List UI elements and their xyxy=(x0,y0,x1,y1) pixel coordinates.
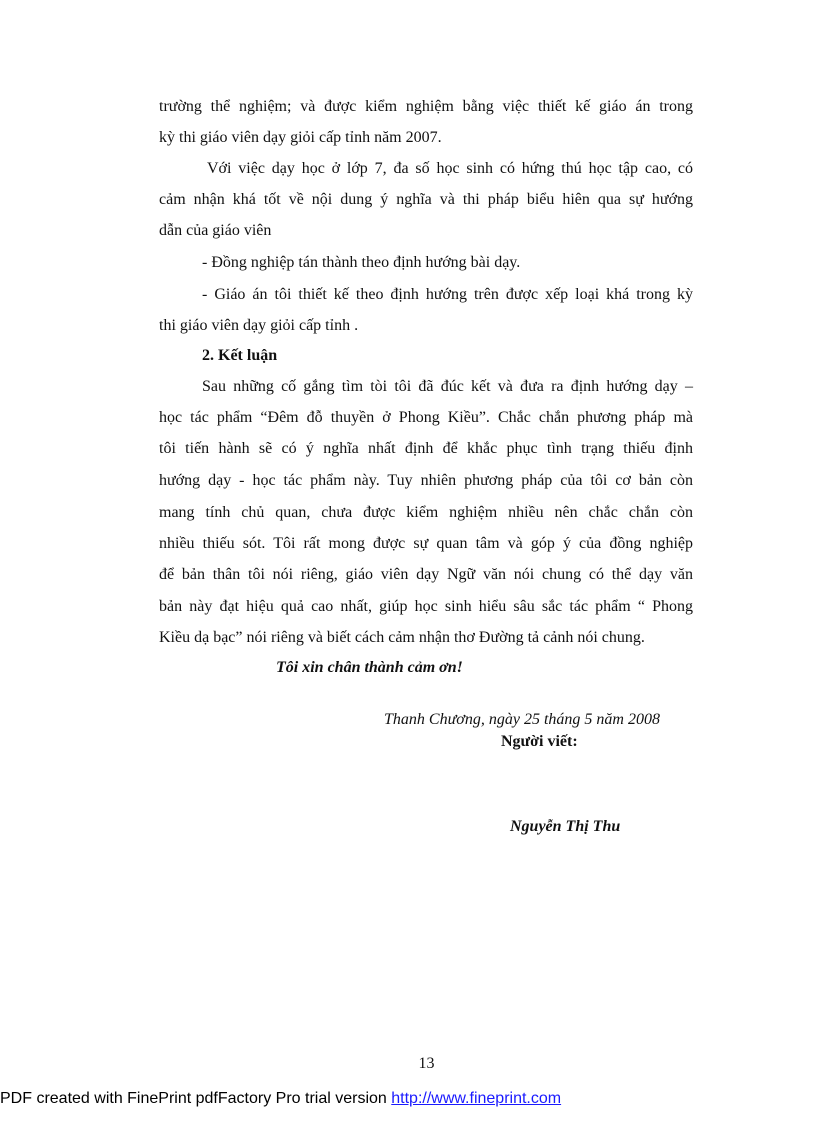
text-line: trường thể nghiệm; và được kiểm nghiệm bằng việc thiết kế giáo án trong xyxy=(159,98,693,115)
text-line: - Đồng nghiệp tán thành theo định hướng bài dạy. xyxy=(202,254,521,271)
closing-thanks: Tôi xin chân thành cảm ơn! xyxy=(276,659,463,676)
writer-label: Người viết: xyxy=(501,733,578,750)
page-number: 13 xyxy=(418,1055,435,1072)
text-line: hướng dạy - học tác phẩm này. Tuy nhiên phương pháp của tôi cơ bản còn xyxy=(159,472,693,489)
text-line: cảm nhận khá tốt về nội dung ý nghĩa và thi pháp biểu hiên qua sự hướng xyxy=(159,191,693,208)
text-line: mang tính chủ quan, chưa được kiểm nghiệm nhiều nên chắc chắn còn xyxy=(159,504,693,521)
text-line: Sau những cố gắng tìm tòi tôi đã đúc kết và đưa ra định hướng dạy – xyxy=(202,378,693,395)
text-line: - Giáo án tôi thiết kế theo định hướng trên được xếp loại khá trong kỳ xyxy=(202,286,693,303)
text-line: dẫn của giáo viên xyxy=(159,222,272,239)
text-line: tôi tiến hành sẽ có ý nghĩa nhất định để khắc phục tình trạng thiếu định xyxy=(159,440,693,457)
text-line: học tác phẩm “Đêm đỗ thuyền ở Phong Kiều”. Chắc chắn phương pháp mà xyxy=(159,409,693,426)
signer-name: Nguyễn Thị Thu xyxy=(510,818,621,835)
pdf-footer xyxy=(0,1090,561,1108)
text-line: Với việc dạy học ở lớp 7, đa số học sinh có hứng thú học tập cao, có xyxy=(207,160,693,177)
text-line: để bản thân tôi nói riêng, giáo viên dạy Ngữ văn nói chung có thể dạy văn xyxy=(159,566,693,583)
text-line: bản này đạt hiệu quả cao nhất, giúp học sinh hiểu sâu sắc tác phẩm “ Phong xyxy=(159,598,693,615)
footer-link[interactable]: http://www.fineprint.com xyxy=(391,1090,562,1107)
text-line: nhiều thiếu sót. Tôi rất mong được sự quan tâm và góp ý của đồng nghiệp xyxy=(159,535,693,552)
section-heading: 2. Kết luận xyxy=(202,347,278,364)
text-line: Kiều dạ bạc” nói riêng và biết cách cảm nhận thơ Đường tả cảnh nói chung. xyxy=(159,629,645,646)
text-line: thi giáo viên dạy giỏi cấp tỉnh . xyxy=(159,317,359,334)
place-date: Thanh Chương, ngày 25 tháng 5 năm 2008 xyxy=(384,711,660,728)
text-line: kỳ thi giáo viên dạy giỏi cấp tỉnh năm 2007. xyxy=(159,129,442,146)
footer-text: PDF created with FinePrint pdfFactory Pro trial version xyxy=(0,1090,392,1107)
